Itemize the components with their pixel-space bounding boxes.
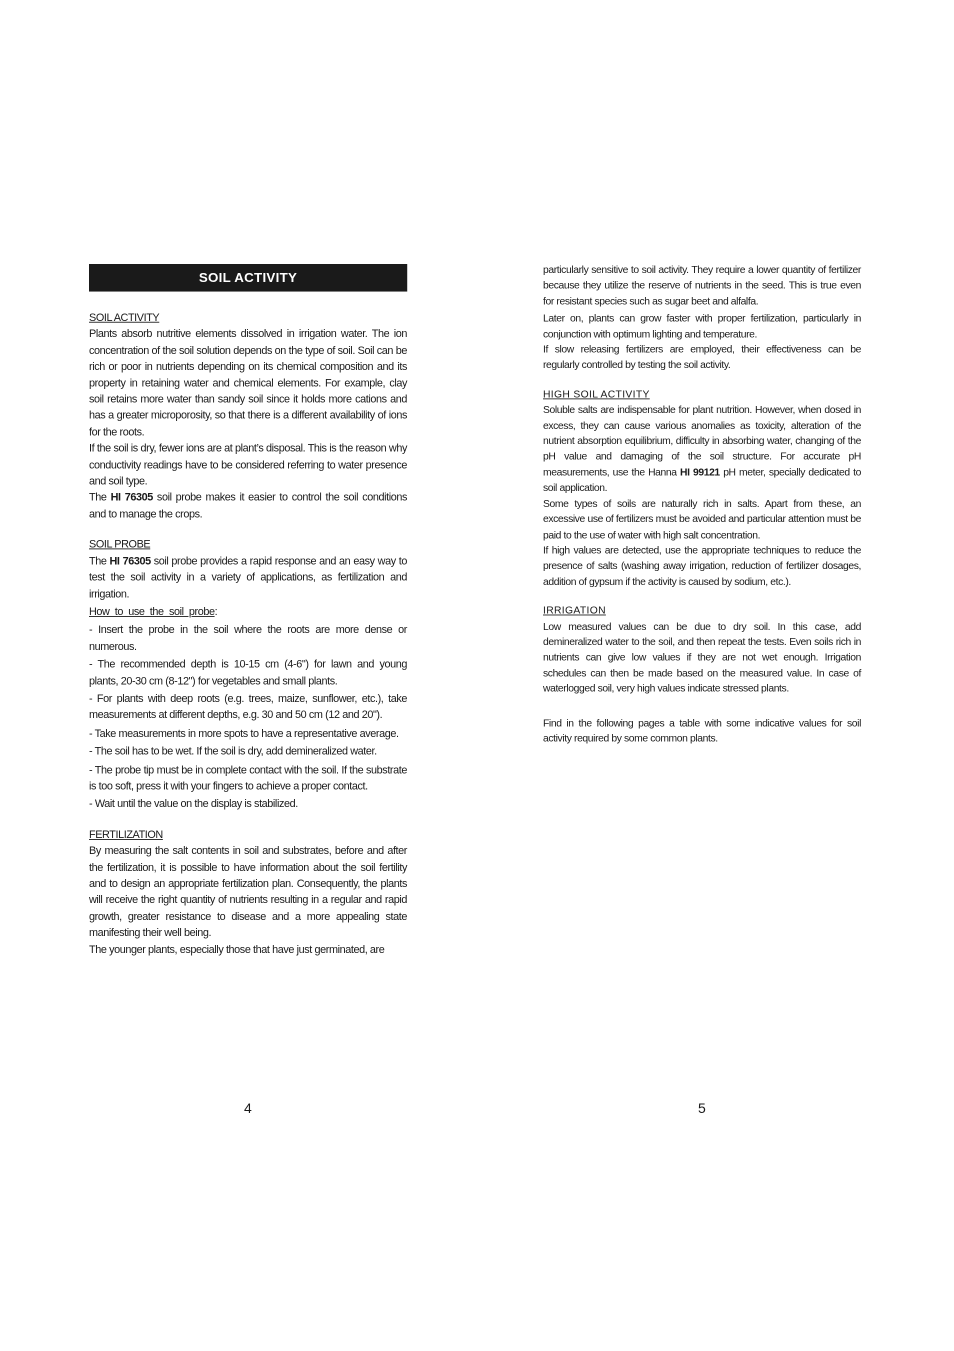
soil-activity-heading: SOIL ACTIVITY bbox=[89, 311, 160, 324]
model-number: HI 76305 bbox=[109, 554, 151, 567]
continued-paragraph-3: If slow releasing fertilizers are employed, their effectiveness can be regularly controlled by testing the soil activity. bbox=[543, 343, 861, 371]
probe-step-3: - For plants with deep roots (e.g. trees, maize, sunflower, etc.), take measurements at different depths, e.g. 30 and 50 cm (12 and 20"). bbox=[89, 692, 407, 722]
model-number: HI 99121 bbox=[680, 466, 720, 479]
probe-step-4: - Take measurements in more spots to have a representative average. bbox=[89, 726, 399, 740]
irrigation-heading: IRRIGATION bbox=[543, 604, 606, 617]
soil-activity-paragraph-2: If the soil is dry, fewer ions are at plant’s disposal. This is the reason why conductivity readings have to be considered referring to water presence and soil type. bbox=[89, 442, 407, 488]
how-to-use-label: How to use the soil probe: bbox=[89, 605, 218, 618]
page-number-left: 4 bbox=[244, 1100, 252, 1116]
irrigation-paragraph-1: Low measured values can be due to dry soil. In this case, add demineralized water to the soil, and then repeat the tests. Even soils rich in nutrients can give low values if they are not wet enough. Irrigation schedules can then be made based on the measured value. In case of waterlogged soil, very high values indicate stressed plants. bbox=[543, 620, 861, 695]
high-soil-paragraph-1: Soluble salts are indispensable for plant nutrition. However, when dosed in excess, they can cause various anomalies as toxicity, alteration of the nutrient absorption equilibrium, difficulty in absorbing water, changing of the pH value and damaging of the soil structure. For accurate pH measurements, use the Hanna HI 99121 pH meter, specially dedicated to soil application. bbox=[543, 403, 861, 494]
soil-activity-paragraph-3: The HI 76305 soil probe makes it easier to control the soil conditions and to manage the crops. bbox=[89, 491, 407, 520]
continued-paragraph-2: Later on, plants can grow faster with proper fertilization, particularly in conjunction with optimum lighting and temperature. bbox=[543, 312, 861, 340]
page-number-right: 5 bbox=[698, 1100, 706, 1116]
probe-step-2: - The recommended depth is 10-15 cm (4-6") for lawn and young plants, 20-30 cm (8-12") for vegetables and small plants. bbox=[89, 657, 407, 687]
probe-step-6: - The probe tip must be in complete contact with the soil. If the substrate is too soft, press it with your fingers to achieve a proper contact. bbox=[89, 763, 407, 792]
fertilization-paragraph-1: By measuring the salt contents in soil and substrates, before and after the fertilization, it is possible to have information about the soil fertility and to design an appropriate fertilization plan. Consequently, the plants will receive the right quantity of nutrients resulting in a regular and rapid growth, greater resistance to disease and a more appealing state manifesting their well being. bbox=[89, 844, 407, 939]
continued-paragraph-1: particularly sensitive to soil activity. They require a lower quantity of fertilizer because they utilize the reserve of nutrients in the seed. This is true even for resistant species such as sugar beet and alfalfa. bbox=[543, 263, 861, 307]
fertilization-heading: FERTILIZATION bbox=[89, 828, 163, 841]
high-soil-paragraph-3: If high values are detected, use the appropriate techniques to reduce the presence of salts (washing away irrigation, reduction of fertilizer dosages, addition of gypsum if the activity is caused by sodium, etc.). bbox=[543, 544, 861, 588]
section-banner: SOIL ACTIVITY bbox=[89, 264, 407, 292]
fertilization-paragraph-2: The younger plants, especially those that have just germinated, are bbox=[89, 942, 385, 956]
probe-step-5: - The soil has to be wet. If the soil is dry, add demineralized water. bbox=[89, 745, 377, 758]
probe-step-7: - Wait until the value on the display is stabilized. bbox=[89, 797, 298, 811]
right-column bbox=[543, 262, 861, 746]
soil-activity-paragraph-1: Plants absorb nutritive elements dissolved in irrigation water. The ion concentration of the soil solution depends on the type of soil. Soil can be rich or poor in nutrients depending on its chemical composition and its property in retaining water and chemical elements. For example, clay soil retains more water than sandy soil since it holds more cations and has a greater microporosity, so that there is a different availability of ions for the roots. bbox=[89, 327, 407, 439]
left-column bbox=[89, 264, 407, 957]
high-soil-paragraph-2: Some types of soils are naturally rich in salts. Apart from these, an excessive use of fertilizers must be avoided and particular attention must be paid to the use of water with high salt concentration. bbox=[543, 497, 861, 541]
probe-step-1: - Insert the probe in the soil where the roots are more dense or numerous. bbox=[89, 623, 407, 653]
high-soil-activity-heading: HIGH SOIL ACTIVITY bbox=[543, 388, 650, 401]
soil-probe-heading: SOIL PROBE bbox=[89, 538, 151, 551]
closing-paragraph: Find in the following pages a table with some indicative values for soil activity required by some common plants. bbox=[543, 716, 861, 745]
model-number: HI 76305 bbox=[110, 491, 153, 504]
soil-probe-paragraph-1: The HI 76305 soil probe provides a rapid response and an easy way to test the soil activity in a variety of applications, as fertilization and irrigation. bbox=[89, 554, 408, 600]
